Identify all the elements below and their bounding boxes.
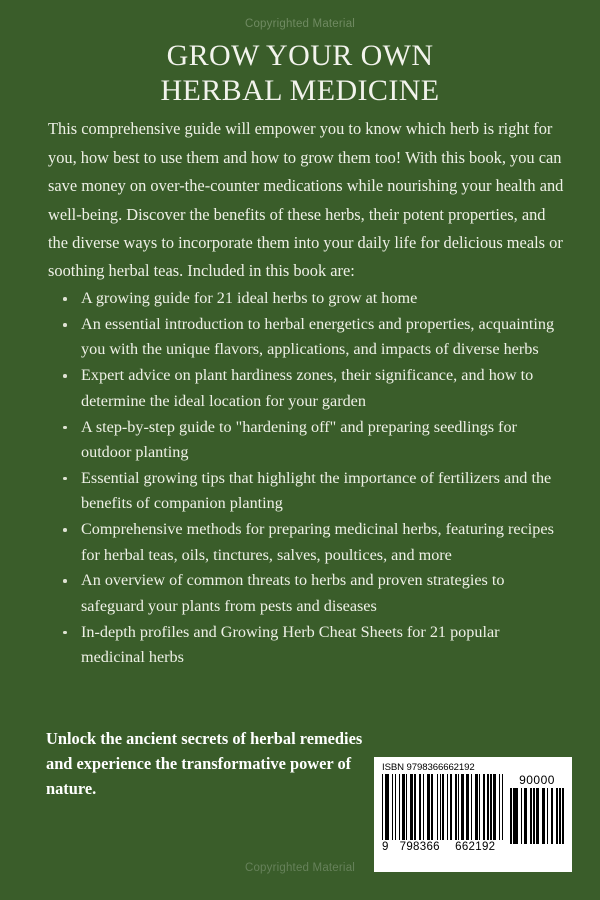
isbn-label: ISBN 9798366662192 (382, 762, 475, 773)
closing-statement: Unlock the ancient secrets of herbal remedies and experience the transformative power of nature. (46, 729, 363, 798)
page-title (0, 38, 600, 108)
barcode-lead-digit: 9 (382, 841, 389, 853)
barcode-addon-symbol (510, 774, 564, 844)
features-list (62, 286, 564, 671)
barcode-group-1: 798366 (399, 841, 440, 853)
list-item: An essential introduction to herbal energetics and properties, acquainting you with the unique flavors, applications, and impacts of diverse herbs (62, 312, 564, 363)
list-item: In-depth profiles and Growing Herb Cheat Sheets for 21 popular medicinal herbs (62, 620, 564, 671)
list-item: An overview of common threats to herbs and proven strategies to safeguard your plants from pests and diseases (62, 568, 564, 619)
barcode-group-2: 662192 (455, 841, 496, 853)
barcode-main-symbol (382, 774, 503, 854)
intro-paragraph: This comprehensive guide will empower you to know which herb is right for you, how best to use them and how to grow them too! With this book, you can save money on over-the-counter medications while nourishing your health and well-being. Discover the benefits of these herbs, their potent properties, and the diverse ways to incorporate them into your daily life for delicious meals or soothing herbal teas. Included in this book are: (48, 119, 564, 281)
barcode-human-readable (382, 841, 503, 854)
list-item: Expert advice on plant hardiness zones, their significance, and how to determine the ideal location for your garden (62, 363, 564, 414)
barcode-addon-value: 90000 (519, 773, 555, 787)
title-line-1: GROW YOUR OWN (166, 39, 434, 72)
copyrighted-material-bottom: Copyrighted Material (244, 862, 356, 874)
barcode-bars (382, 774, 503, 840)
list-item: Essential growing tips that highlight the importance of fertilizers and the benefits of companion planting (62, 466, 564, 517)
list-item: A growing guide for 21 ideal herbs to grow at home (62, 286, 564, 311)
list-item: A step-by-step guide to "hardening off" and preparing seedlings for outdoor planting (62, 415, 564, 466)
title-line-2: HERBAL MEDICINE (160, 74, 440, 108)
list-item: Comprehensive methods for preparing medicinal herbs, featuring recipes for herbal teas, oils, tinctures, salves, poultices, and more (62, 517, 564, 568)
barcode-addon-bars (510, 788, 564, 844)
copyrighted-material-top: Copyrighted Material (244, 18, 356, 30)
isbn-barcode (374, 757, 572, 872)
